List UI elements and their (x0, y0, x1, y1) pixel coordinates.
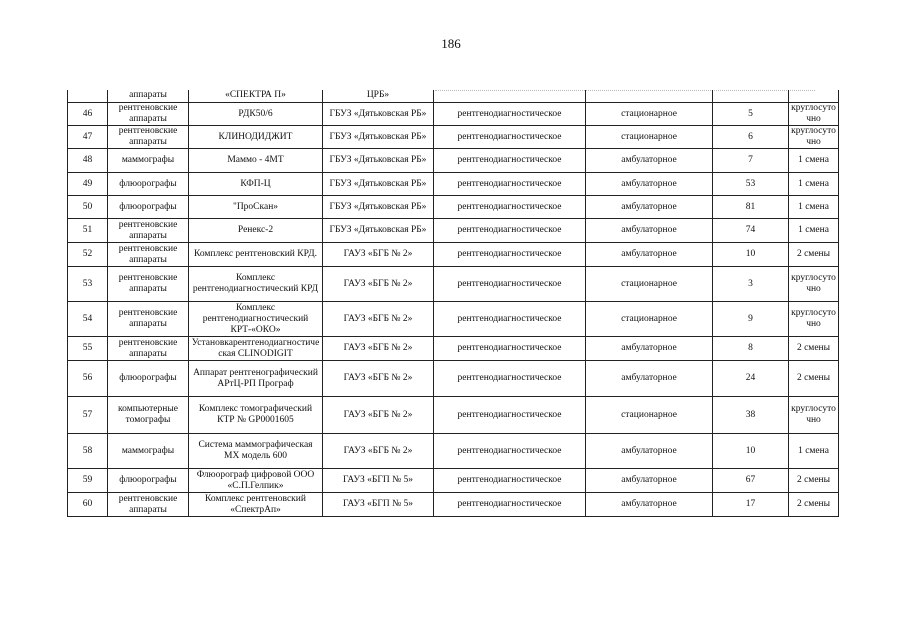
cell-model: Комплекс томографический КТР № GP0001605 (189, 397, 323, 434)
cell-model: Установкарентгенодиагностическая CLINODIGIT (189, 337, 323, 361)
cell-purpose (434, 90, 586, 103)
cell-purpose: рентгенодиагностическое (434, 219, 586, 243)
cell-type: флюорографы (108, 469, 189, 493)
cell-num: 53 (68, 267, 108, 302)
cell-org: ЦРБ» (323, 90, 434, 103)
cell-model: Комплекс рентгенодиагностический КРД (189, 267, 323, 302)
cell-model: КФП-Ц (189, 173, 323, 196)
cell-mode: амбулаторное (586, 196, 713, 219)
cell-type: флюорографы (108, 173, 189, 196)
table-row (68, 219, 839, 243)
cell-shift: 2 смены (789, 337, 839, 361)
cell-shift (789, 90, 839, 103)
cell-purpose: рентгенодиагностическое (434, 149, 586, 173)
cell-type: маммографы (108, 434, 189, 469)
cell-num: 51 (68, 219, 108, 243)
cell-mode (586, 90, 713, 103)
cell-type: флюорографы (108, 196, 189, 219)
cell-shift: 1 смена (789, 149, 839, 173)
cell-org: ГАУЗ «БГБ № 2» (323, 337, 434, 361)
cell-purpose: рентгенодиагностическое (434, 173, 586, 196)
cell-shift: 1 смена (789, 196, 839, 219)
equipment-table-body (68, 90, 839, 517)
cell-num: 55 (68, 337, 108, 361)
cell-mode: амбулаторное (586, 149, 713, 173)
cell-type: рентгеновские аппараты (108, 493, 189, 517)
cell-model: Комплекс рентгеновский КРД. (189, 243, 323, 267)
cell-qty: 24 (713, 361, 789, 397)
table-row (68, 302, 839, 337)
cell-model: РДК50/6 (189, 103, 323, 126)
cell-mode: амбулаторное (586, 337, 713, 361)
cell-mode: амбулаторное (586, 243, 713, 267)
cell-num: 52 (68, 243, 108, 267)
cell-shift: круглосуточно (789, 397, 839, 434)
cell-qty: 10 (713, 434, 789, 469)
cell-num: 57 (68, 397, 108, 434)
cell-type: рентгеновские аппараты (108, 219, 189, 243)
cell-qty: 7 (713, 149, 789, 173)
cell-qty: 53 (713, 173, 789, 196)
cell-qty: 9 (713, 302, 789, 337)
cell-purpose: рентгенодиагностическое (434, 302, 586, 337)
cell-shift: 1 смена (789, 434, 839, 469)
cell-type: рентгеновские аппараты (108, 337, 189, 361)
cell-org: ГБУЗ «Дятьковская РБ» (323, 196, 434, 219)
cell-shift: круглосуточно (789, 103, 839, 126)
cell-model: "ПроСкан» (189, 196, 323, 219)
cell-org: ГАУЗ «БГБ № 2» (323, 397, 434, 434)
cell-purpose: рентгенодиагностическое (434, 469, 586, 493)
cell-qty: 81 (713, 196, 789, 219)
cell-qty: 3 (713, 267, 789, 302)
cell-qty: 8 (713, 337, 789, 361)
cell-purpose: рентгенодиагностическое (434, 196, 586, 219)
cell-num (68, 90, 108, 103)
cell-qty: 5 (713, 103, 789, 126)
table-row (68, 493, 839, 517)
cell-mode: стационарное (586, 126, 713, 149)
cell-purpose: рентгенодиагностическое (434, 337, 586, 361)
cell-model: Маммо - 4МТ (189, 149, 323, 173)
cell-shift: 1 смена (789, 173, 839, 196)
cell-type: маммографы (108, 149, 189, 173)
cell-num: 59 (68, 469, 108, 493)
cell-shift: 1 смена (789, 219, 839, 243)
table-row-continued (68, 90, 839, 103)
cell-num: 48 (68, 149, 108, 173)
cell-model: Ренекс-2 (189, 219, 323, 243)
cell-purpose: рентгенодиагностическое (434, 103, 586, 126)
cell-purpose: рентгенодиагностическое (434, 361, 586, 397)
cell-org: ГАУЗ «БГП № 5» (323, 493, 434, 517)
cell-shift: 2 смены (789, 361, 839, 397)
cell-num: 49 (68, 173, 108, 196)
cell-mode: амбулаторное (586, 219, 713, 243)
cell-qty (713, 90, 789, 103)
cell-type: флюорографы (108, 361, 189, 397)
cell-mode: амбулаторное (586, 469, 713, 493)
cell-org: ГАУЗ «БГБ № 2» (323, 302, 434, 337)
cell-org: ГБУЗ «Дятьковская РБ» (323, 173, 434, 196)
cell-shift: 2 смены (789, 493, 839, 517)
cell-org: ГАУЗ «БГБ № 2» (323, 434, 434, 469)
cell-num: 50 (68, 196, 108, 219)
cell-purpose: рентгенодиагностическое (434, 397, 586, 434)
table-row (68, 173, 839, 196)
cell-model: Флюорограф цифровой ООО «С.П.Гелпик» (189, 469, 323, 493)
cell-purpose: рентгенодиагностическое (434, 126, 586, 149)
cell-num: 46 (68, 103, 108, 126)
cell-mode: стационарное (586, 302, 713, 337)
table-row (68, 243, 839, 267)
cell-purpose: рентгенодиагностическое (434, 493, 586, 517)
page-number: 186 (441, 36, 461, 51)
cell-model: Система маммографическая MX модель 600 (189, 434, 323, 469)
table-row (68, 397, 839, 434)
cell-org: ГБУЗ «Дятьковская РБ» (323, 126, 434, 149)
cell-qty: 38 (713, 397, 789, 434)
cell-num: 58 (68, 434, 108, 469)
table-row (68, 103, 839, 126)
cell-qty: 67 (713, 469, 789, 493)
cell-shift: 2 смены (789, 243, 839, 267)
cell-mode: амбулаторное (586, 434, 713, 469)
cell-org: ГАУЗ «БГБ № 2» (323, 243, 434, 267)
table-row (68, 149, 839, 173)
cell-model: Комплекс рентгенодиагностический КРТ-«ОКО» (189, 302, 323, 337)
cell-type: рентгеновские аппараты (108, 302, 189, 337)
cell-type: рентгеновские аппараты (108, 126, 189, 149)
cell-org: ГАУЗ «БГП № 5» (323, 469, 434, 493)
cell-shift: круглосуточно (789, 302, 839, 337)
cell-type: рентгеновские аппараты (108, 267, 189, 302)
table-row (68, 267, 839, 302)
cell-purpose: рентгенодиагностическое (434, 434, 586, 469)
cell-mode: стационарное (586, 103, 713, 126)
cell-purpose: рентгенодиагностическое (434, 267, 586, 302)
cell-model: Аппарат рентгенографический АРтЦ-РП Пpoграф (189, 361, 323, 397)
table-row (68, 196, 839, 219)
cell-org: ГБУЗ «Дятьковская РБ» (323, 149, 434, 173)
cell-qty: 6 (713, 126, 789, 149)
table-row (68, 469, 839, 493)
cell-shift: 2 смены (789, 469, 839, 493)
cell-num: 54 (68, 302, 108, 337)
cell-qty: 17 (713, 493, 789, 517)
cell-shift: круглосуточно (789, 126, 839, 149)
table-row (68, 434, 839, 469)
cell-model: КЛИНОДИДЖИТ (189, 126, 323, 149)
cell-num: 56 (68, 361, 108, 397)
cell-type: рентгеновские аппараты (108, 103, 189, 126)
cell-org: ГАУЗ «БГБ № 2» (323, 361, 434, 397)
cell-mode: стационарное (586, 397, 713, 434)
cell-mode: амбулаторное (586, 361, 713, 397)
cell-model: Комплекс рентгеновский «СпектрАп» (189, 493, 323, 517)
cell-qty: 10 (713, 243, 789, 267)
cell-org: ГБУЗ «Дятьковская РБ» (323, 219, 434, 243)
cell-model: «СПЕКТРА П» (189, 90, 323, 103)
cell-org: ГБУЗ «Дятьковская РБ» (323, 103, 434, 126)
cell-purpose: рентгенодиагностическое (434, 243, 586, 267)
cell-mode: амбулаторное (586, 173, 713, 196)
cell-qty: 74 (713, 219, 789, 243)
cell-type: рентгеновские аппараты (108, 243, 189, 267)
equipment-table (67, 90, 839, 517)
table-row (68, 337, 839, 361)
cell-org: ГАУЗ «БГБ № 2» (323, 267, 434, 302)
cell-type: компьютерные томографы (108, 397, 189, 434)
cell-num: 60 (68, 493, 108, 517)
cell-mode: амбулаторное (586, 493, 713, 517)
cell-shift: круглосуточно (789, 267, 839, 302)
table-row (68, 361, 839, 397)
cell-type: аппараты (108, 90, 189, 103)
cell-num: 47 (68, 126, 108, 149)
table-row (68, 126, 839, 149)
cell-mode: стационарное (586, 267, 713, 302)
